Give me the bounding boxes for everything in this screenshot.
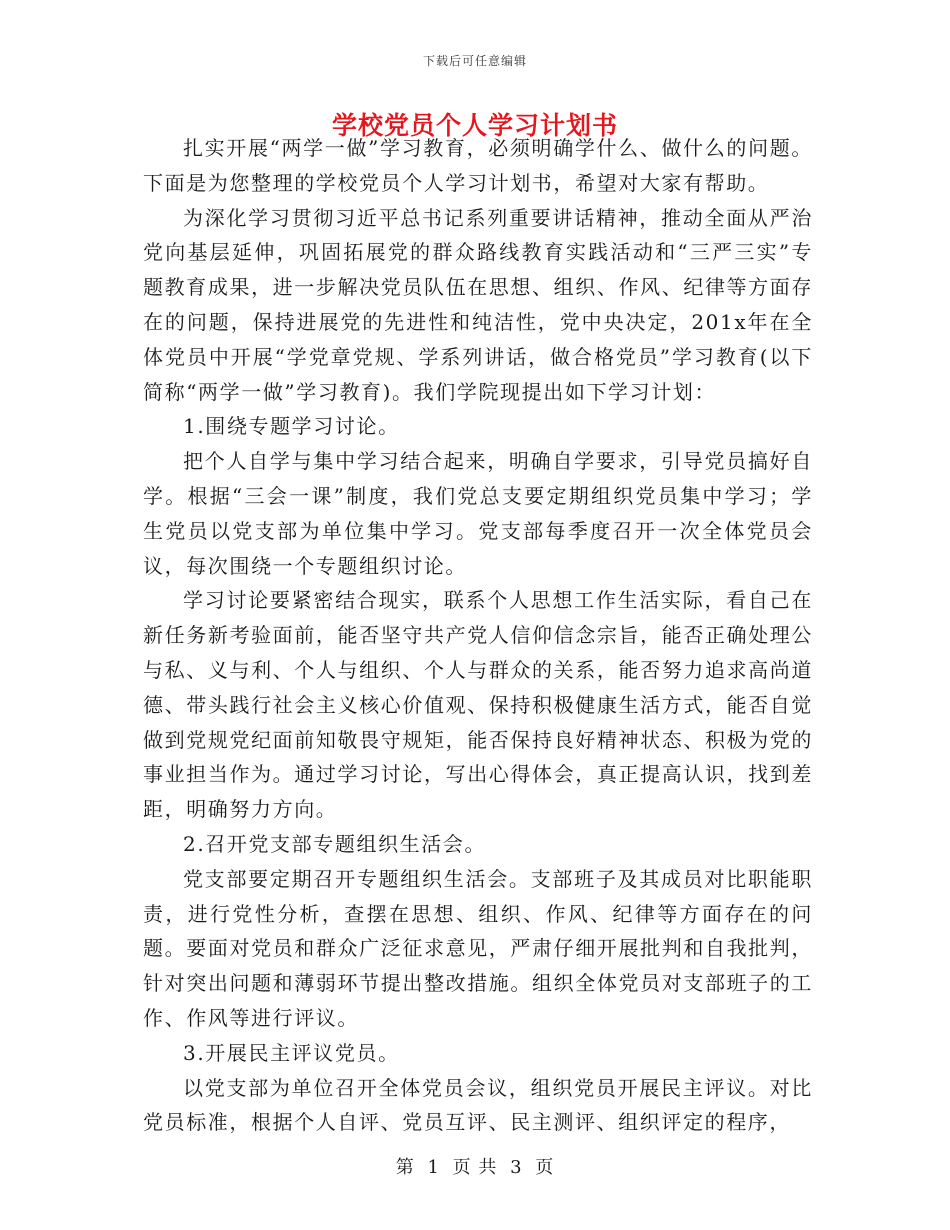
page-footer — [0, 1153, 950, 1179]
paragraph-background: 为深化学习贯彻习近平总书记系列重要讲话精神，推动全面从严治党向基层延伸，巩固拓展党的群众路线教育实践活动和“三严三实”专题教育成果，进一步解决党员队伍在思想、组织、作风、纪律等方面存在的问题，保持进展党的先进性和纯洁性，党中央决定，201x年在全体党员中开展“学党章党规、学系列讲话，做合格党员”学习教育(以下简称“两学一做”学习教育)。我们学院现提出如下学习计划： — [143, 205, 813, 404]
section-heading-1: 1.围绕专题学习讨论。 — [183, 414, 400, 439]
section-heading-2: 2.召开党支部专题组织生活会。 — [183, 831, 487, 856]
footer-middle: 页 共 — [452, 1157, 498, 1178]
section-heading-3: 3.开展民主评议党员。 — [183, 1040, 400, 1065]
paragraph-section-3: 以党支部为单位召开全体党员会议，组织党员开展民主评议。对比党员标准，根据个人自评、党员互评、民主测评、组织评定的程序， — [143, 1075, 813, 1135]
paragraph-section-2: 党支部要定期召开专题组织生活会。支部班子及其成员对比职能职责，进行党性分析，查摆在思想、组织、作风、纪律等方面存在的问题。要面对党员和群众广泛征求意见，严肃仔细开展批判和自我批判，针对突出问题和薄弱环节提出整改措施。组织全体党员对支部班子的工作、作风等进行评议。 — [143, 866, 813, 1030]
footer-prefix: 第 — [395, 1157, 415, 1178]
footer-current-page: 1 — [427, 1157, 440, 1178]
paragraph-section-1b: 学习讨论要紧密结合现实，联系个人思想工作生活实际，看自己在新任务新考验面前，能否坚守共产党人信仰信念宗旨，能否正确处理公与私、义与利、个人与组织、个人与群众的关系，能否努力追求高尚道德、带头践行社会主义核心价值观、保持积极健康生活方式，能否自觉做到党规党纪面前知敬畏守规矩，能否保持良好精神状态、积极为党的事业担当作为。通过学习讨论，写出心得体会，真正提高认识，找到差距，明确努力方向。 — [143, 588, 813, 822]
header-note: 下载后可任意编辑 — [422, 54, 527, 68]
paragraph-intro: 扎实开展“两学一做”学习教育，必须明确学什么、做什么的问题。下面是为您整理的学校党员个人学习计划书，希望对大家有帮助。 — [143, 136, 813, 195]
document-body — [143, 131, 813, 1140]
document-title: 学校党员个人学习计划书 — [331, 111, 618, 140]
footer-total-pages: 3 — [510, 1157, 523, 1178]
footer-suffix: 页 — [535, 1157, 555, 1178]
paragraph-section-1a: 把个人自学与集中学习结合起来，明确自学要求，引导党员搞好自学。根据“三会一课”制度，我们党总支要定期组织党员集中学习；学生党员以党支部为单位集中学习。党支部每季度召开一次全体党员会议，每次围绕一个专题组织讨论。 — [143, 449, 813, 578]
